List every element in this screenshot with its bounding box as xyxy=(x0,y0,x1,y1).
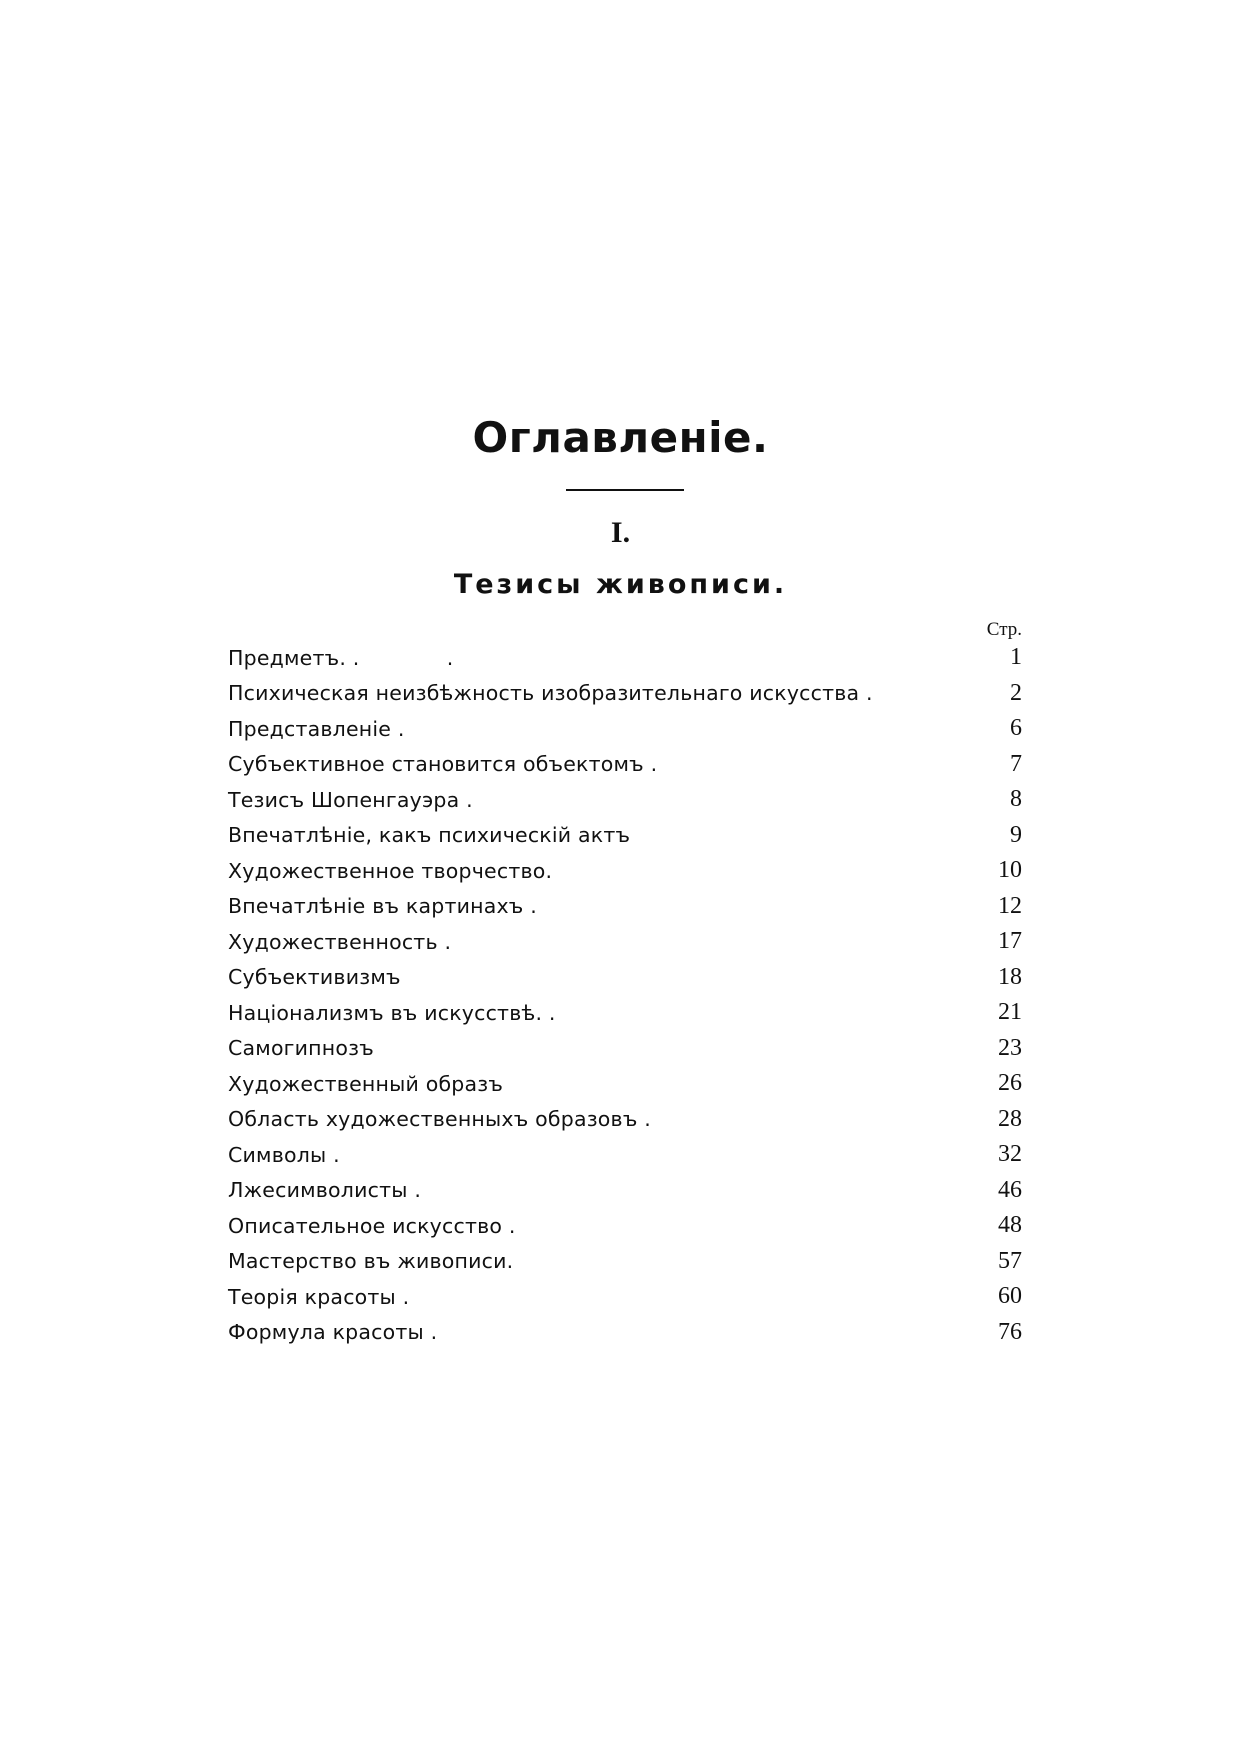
toc-list xyxy=(228,640,1022,1350)
toc-entry-page: 17 xyxy=(998,928,1022,955)
toc-entry-title: Субъективное становится объектомъ . xyxy=(228,752,658,777)
toc-entry xyxy=(228,960,1022,996)
toc-entry xyxy=(228,995,1022,1031)
toc-entry-page: 32 xyxy=(998,1141,1022,1168)
toc-entry-title: Художественность . xyxy=(228,929,452,954)
toc-entry-title: Самогипнозъ xyxy=(228,1036,374,1061)
toc-entry-title: Лжесимволисты . xyxy=(228,1178,422,1203)
toc-entry xyxy=(228,1066,1022,1102)
toc-entry-page: 10 xyxy=(998,857,1022,884)
toc-entry-title: Націонализмъ въ искусствѣ. . xyxy=(228,1000,556,1025)
toc-entry-title: Впечатлѣніе въ картинахъ . xyxy=(228,894,537,919)
toc-entry xyxy=(228,1102,1022,1138)
toc-entry xyxy=(228,1137,1022,1173)
toc-entry-title: Формула красоты . xyxy=(228,1320,438,1345)
toc-entry-page: 18 xyxy=(998,963,1022,990)
toc-entry-title: Теорія красоты . xyxy=(228,1284,410,1309)
toc-entry xyxy=(228,1279,1022,1315)
toc-entry-page: 57 xyxy=(998,1247,1022,1274)
page-column-label: Стр. xyxy=(986,619,1022,640)
toc-entry xyxy=(228,640,1022,676)
toc-entry xyxy=(228,853,1022,889)
toc-entry xyxy=(228,1031,1022,1067)
part-title: Тезисы живописи. xyxy=(453,569,788,600)
toc-entry xyxy=(228,1315,1022,1351)
heading-divider xyxy=(566,489,684,491)
part-number: I. xyxy=(610,516,631,549)
toc-entry xyxy=(228,924,1022,960)
toc-entry-page: 21 xyxy=(998,999,1022,1026)
toc-heading: Оглавленіе. xyxy=(472,413,769,462)
toc-entry-page: 12 xyxy=(998,892,1022,919)
toc-entry-title: Символы . xyxy=(228,1142,340,1167)
toc-entry xyxy=(228,1244,1022,1280)
toc-entry xyxy=(228,711,1022,747)
toc-entry-title: Описательное искусство . xyxy=(228,1213,516,1238)
toc-entry-title: Художественный образъ xyxy=(228,1071,504,1096)
toc-entry-page: 28 xyxy=(998,1105,1022,1132)
toc-entry-title: Тезисъ Шопенгауэра . xyxy=(228,787,473,812)
toc-entry-page: 48 xyxy=(998,1212,1022,1239)
toc-entry xyxy=(228,676,1022,712)
toc-entry-page: 6 xyxy=(1010,715,1022,742)
toc-entry-title: Субъективизмъ xyxy=(228,965,401,990)
toc-entry xyxy=(228,889,1022,925)
toc-entry-page: 23 xyxy=(998,1034,1022,1061)
toc-entry-page: 1 xyxy=(1010,644,1022,671)
toc-entry-page: 7 xyxy=(1010,750,1022,777)
toc-entry-page: 2 xyxy=(1010,679,1022,706)
toc-entry-page: 26 xyxy=(998,1070,1022,1097)
toc-entry-page: 60 xyxy=(998,1283,1022,1310)
toc-entry-title: Впечатлѣніе, какъ психическій актъ xyxy=(228,823,631,848)
toc-entry xyxy=(228,747,1022,783)
toc-entry xyxy=(228,782,1022,818)
toc-entry-page: 76 xyxy=(998,1318,1022,1345)
toc-entry xyxy=(228,818,1022,854)
toc-entry xyxy=(228,1208,1022,1244)
toc-entry-page: 46 xyxy=(998,1176,1022,1203)
toc-entry-title: Мастерство въ живописи. xyxy=(228,1249,514,1274)
toc-entry-title: Психическая неизбѣжность изобразительнаго искусства . xyxy=(228,681,873,706)
toc-entry-page: 8 xyxy=(1010,786,1022,813)
toc-entry-title: Область художественныхъ образовъ . xyxy=(228,1107,651,1132)
toc-entry-title: Художественное творчество. xyxy=(228,858,553,883)
toc-entry xyxy=(228,1173,1022,1209)
toc-entry-page: 9 xyxy=(1010,821,1022,848)
toc-entry-title: Предметъ. . . xyxy=(228,645,454,670)
toc-entry-title: Представленіе . xyxy=(228,716,405,741)
